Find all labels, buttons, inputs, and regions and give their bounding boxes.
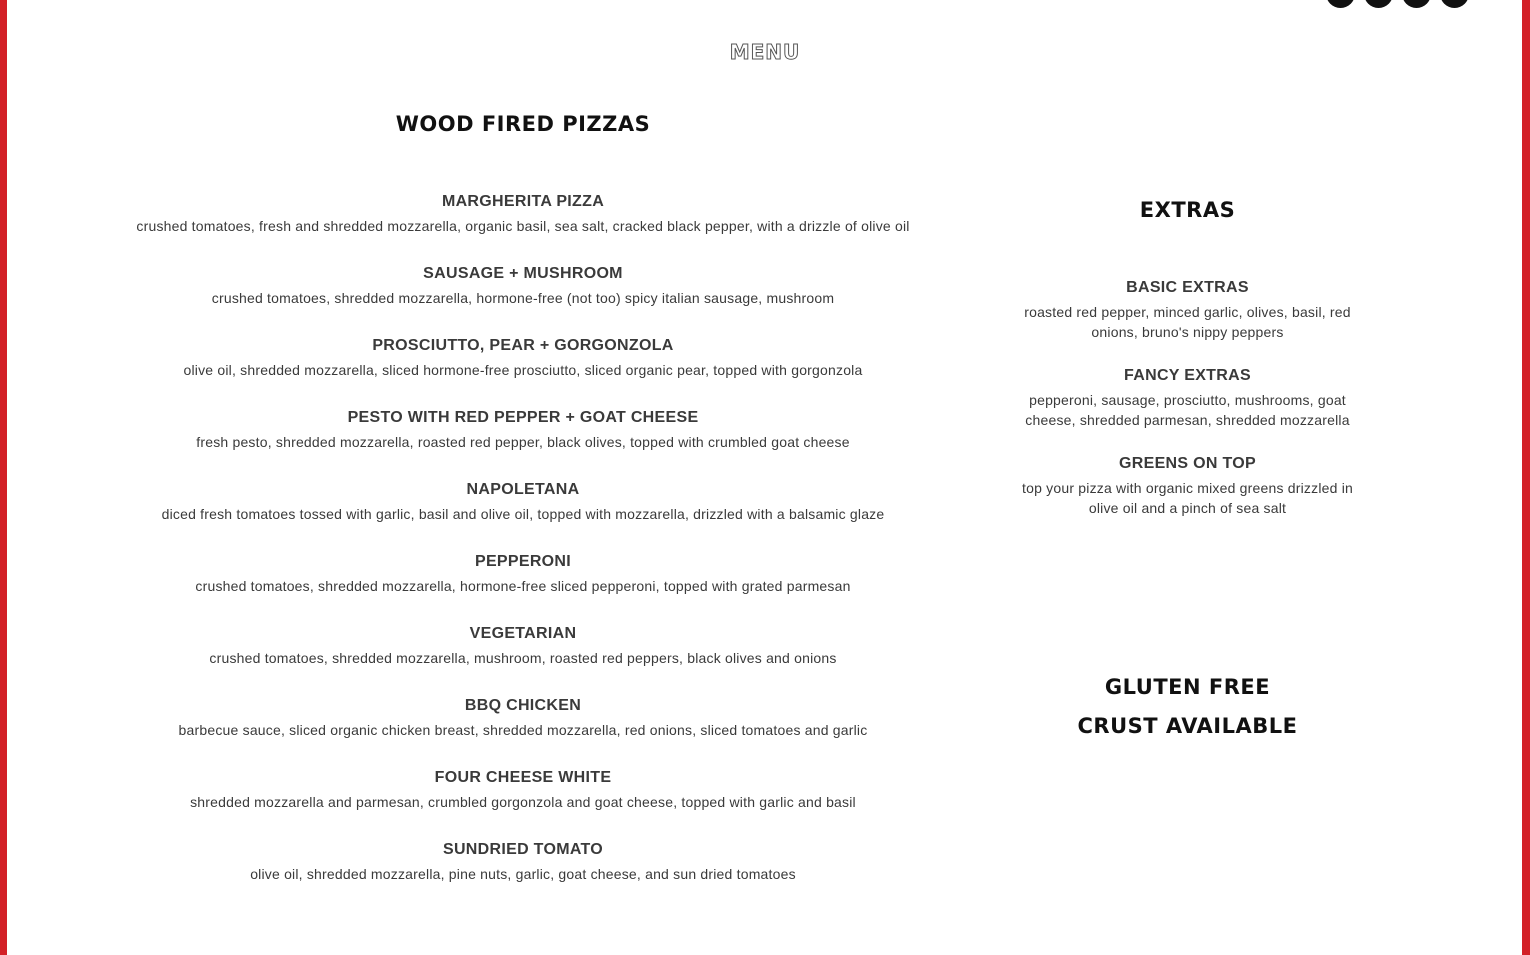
menu-item-name: BBQ CHICKEN xyxy=(464,697,582,714)
menu-item-description: crushed tomatoes, fresh and shredded mozzarella, organic basil, sea salt, cracked black pepper, with a drizzle of olive oil xyxy=(136,218,910,234)
menu-item-description: olive oil, shredded mozzarella, sliced hormone-free prosciutto, sliced organic pear, topped with gorgonzola xyxy=(183,362,863,378)
page-title: MENU xyxy=(729,40,801,64)
right-red-border xyxy=(1522,0,1530,955)
menu-item-name: PEPPERONI xyxy=(474,553,572,570)
menu-item xyxy=(116,264,930,308)
extras-section xyxy=(1020,198,1355,542)
menu-item-name: PROSCIUTTO, PEAR + GORGONZOLA xyxy=(372,337,674,354)
menu-item xyxy=(116,480,930,524)
social-icon-1[interactable] xyxy=(1326,0,1355,8)
extras-item-description: roasted red pepper, minced garlic, olives, basil, red onions, bruno's nippy peppers xyxy=(1024,304,1351,340)
menu-item xyxy=(116,192,930,236)
pizzas-title: WOOD FIRED PIZZAS xyxy=(395,112,651,136)
left-red-border xyxy=(0,0,7,955)
extras-item xyxy=(1020,366,1355,430)
menu-item-name: SUNDRIED TOMATO xyxy=(442,841,604,858)
social-icon-4[interactable] xyxy=(1440,0,1469,8)
menu-item-name: PESTO WITH RED PEPPER + GOAT CHEESE xyxy=(347,409,699,426)
menu-item xyxy=(116,408,930,452)
menu-item-description: barbecue sauce, sliced organic chicken breast, shredded mozzarella, red onions, sliced tomatoes and garlic xyxy=(178,722,868,738)
extras-title: EXTRAS xyxy=(1139,198,1236,222)
extras-item xyxy=(1020,278,1355,342)
menu-item xyxy=(116,552,930,596)
gluten-free-notice xyxy=(1020,668,1355,746)
menu-item xyxy=(116,696,930,740)
gluten-free-line-2: CRUST AVAILABLE xyxy=(1077,714,1298,738)
menu-item-description: shredded mozzarella and parmesan, crumbled gorgonzola and goat cheese, topped with garlic and basil xyxy=(190,794,856,810)
menu-item-description: crushed tomatoes, shredded mozzarella, mushroom, roasted red peppers, black olives and onions xyxy=(209,650,837,666)
extras-item-name: FANCY EXTRAS xyxy=(1124,367,1251,384)
menu-item-name: NAPOLETANA xyxy=(466,481,580,498)
menu-item-name: MARGHERITA PIZZA xyxy=(441,193,605,210)
menu-item xyxy=(116,624,930,668)
menu-item xyxy=(116,768,930,812)
menu-item-name: FOUR CHEESE WHITE xyxy=(434,769,612,786)
pizzas-section xyxy=(116,112,930,912)
social-links xyxy=(1326,0,1469,8)
menu-item xyxy=(116,336,930,380)
menu-item-description: crushed tomatoes, shredded mozzarella, hormone-free (not too) spicy italian sausage, mushroom xyxy=(211,290,835,306)
social-icon-3[interactable] xyxy=(1402,0,1431,8)
extras-item-description: top your pizza with organic mixed greens drizzled in olive oil and a pinch of sea salt xyxy=(1022,480,1353,516)
extras-item-name: GREENS ON TOP xyxy=(1119,455,1256,472)
menu-item-name: SAUSAGE + MUSHROOM xyxy=(423,265,623,282)
extras-item-description: pepperoni, sausage, prosciutto, mushrooms, goat cheese, shredded parmesan, shredded mozzarella xyxy=(1025,392,1350,428)
menu-item-name: VEGETARIAN xyxy=(469,625,577,642)
menu-item-description: fresh pesto, shredded mozzarella, roasted red pepper, black olives, topped with crumbled goat cheese xyxy=(196,434,850,450)
extras-item xyxy=(1020,454,1355,518)
social-icon-2[interactable] xyxy=(1364,0,1393,8)
menu-item-description: crushed tomatoes, shredded mozzarella, hormone-free sliced pepperoni, topped with grated parmesan xyxy=(195,578,851,594)
menu-item-description: diced fresh tomatoes tossed with garlic, basil and olive oil, topped with mozzarella, drizzled with a balsamic glaze xyxy=(161,506,885,522)
gluten-free-line-1: GLUTEN FREE xyxy=(1104,675,1271,699)
menu-item xyxy=(116,840,930,884)
extras-item-name: BASIC EXTRAS xyxy=(1126,279,1249,296)
menu-item-description: olive oil, shredded mozzarella, pine nuts, garlic, goat cheese, and sun dried tomatoes xyxy=(250,866,796,882)
